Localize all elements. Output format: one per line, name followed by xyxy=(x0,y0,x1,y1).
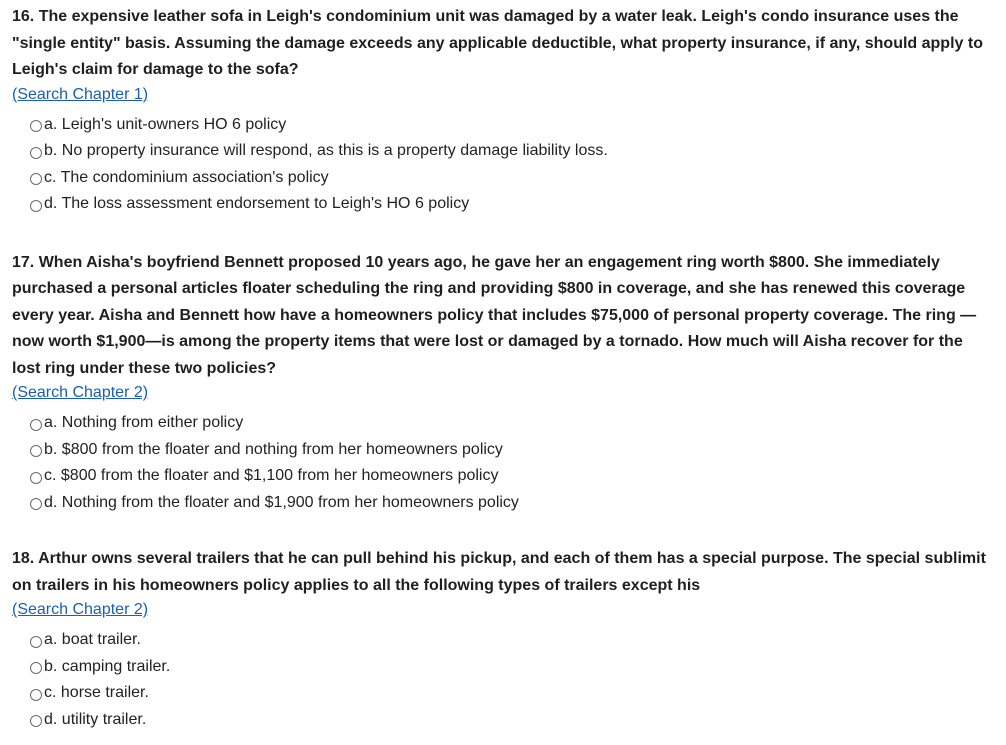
option-label: a. Nothing from either policy xyxy=(44,414,244,431)
answer-option-a[interactable] xyxy=(30,112,992,139)
radio-button[interactable] xyxy=(30,419,42,431)
answer-option-a[interactable] xyxy=(30,627,992,654)
radio-button[interactable] xyxy=(30,689,42,701)
answer-options xyxy=(30,627,992,733)
answer-option-c[interactable] xyxy=(30,463,992,490)
question-text: 17. When Aisha's boyfriend Bennett proposed 10 years ago, he gave her an engagement ring worth $800. She immediately purchased a personal articles floater scheduling the ring and providing $800 in coverage, and she has renewed this coverage every year. Aisha and Bennett how have a homeowners policy that includes $75,000 of personal property coverage. The ring —now worth $1,900—is among the property items that were lost or damaged by a tornado. How much will Aisha recover for the lost ring under these two policies? xyxy=(12,253,977,377)
option-label: a. boat trailer. xyxy=(44,631,141,648)
option-label: a. Leigh's unit-owners HO 6 policy xyxy=(44,115,287,133)
question-17 xyxy=(12,250,992,517)
answer-option-a[interactable] xyxy=(30,410,992,437)
spacer xyxy=(12,218,992,250)
radio-button[interactable] xyxy=(30,173,42,185)
answer-options xyxy=(30,112,992,218)
answer-options xyxy=(30,410,992,516)
option-label: b. $800 from the floater and nothing from her homeowners policy xyxy=(44,440,503,458)
answer-option-d[interactable] xyxy=(30,191,992,218)
option-label: c. horse trailer. xyxy=(44,684,149,701)
question-16 xyxy=(12,4,992,218)
radio-button[interactable] xyxy=(30,147,42,159)
radio-button[interactable] xyxy=(30,498,42,510)
answer-option-b[interactable] xyxy=(30,138,992,165)
option-label: b. camping trailer. xyxy=(44,657,171,675)
option-label: c. $800 from the floater and $1,100 from her homeowners policy xyxy=(44,467,499,484)
option-label: c. The condominium association's policy xyxy=(44,168,329,186)
question-text: 16. The expensive leather sofa in Leigh's condominium unit was damaged by a water leak. Leigh's condo insurance uses the "single entity" basis. Assuming the damage exceeds any applicable deductible, what property insurance, if any, should apply to Leigh's claim for damage to the sofa? xyxy=(12,8,983,78)
option-label: d. The loss assessment endorsement to Leigh's HO 6 policy xyxy=(44,195,470,212)
option-label: d. utility trailer. xyxy=(44,710,147,728)
spacer xyxy=(12,516,992,546)
option-label: b. No property insurance will respond, as this is a property damage liability loss. xyxy=(44,142,608,159)
answer-option-c[interactable] xyxy=(30,680,992,707)
search-chapter-link[interactable]: (Search Chapter 2) xyxy=(12,384,149,401)
answer-option-d[interactable] xyxy=(30,490,992,517)
radio-button[interactable] xyxy=(30,472,42,484)
search-chapter-link[interactable]: (Search Chapter 1) xyxy=(12,85,149,103)
radio-button[interactable] xyxy=(30,200,42,212)
question-text: 18. Arthur owns several trailers that he can pull behind his pickup, and each of them has a special purpose. The special sublimit on trailers in his homeowners policy applies to all the following types of trailers except his xyxy=(12,550,986,594)
answer-option-b[interactable] xyxy=(30,437,992,464)
radio-button[interactable] xyxy=(30,445,42,457)
radio-button[interactable] xyxy=(30,662,42,674)
answer-option-d[interactable] xyxy=(30,707,992,734)
question-18 xyxy=(12,546,992,733)
option-label: d. Nothing from the floater and $1,900 from her homeowners policy xyxy=(44,493,519,511)
search-chapter-link[interactable]: (Search Chapter 2) xyxy=(12,601,149,618)
answer-option-b[interactable] xyxy=(30,654,992,681)
answer-option-c[interactable] xyxy=(30,165,992,192)
radio-button[interactable] xyxy=(30,120,42,132)
radio-button[interactable] xyxy=(30,715,42,727)
radio-button[interactable] xyxy=(30,636,42,648)
